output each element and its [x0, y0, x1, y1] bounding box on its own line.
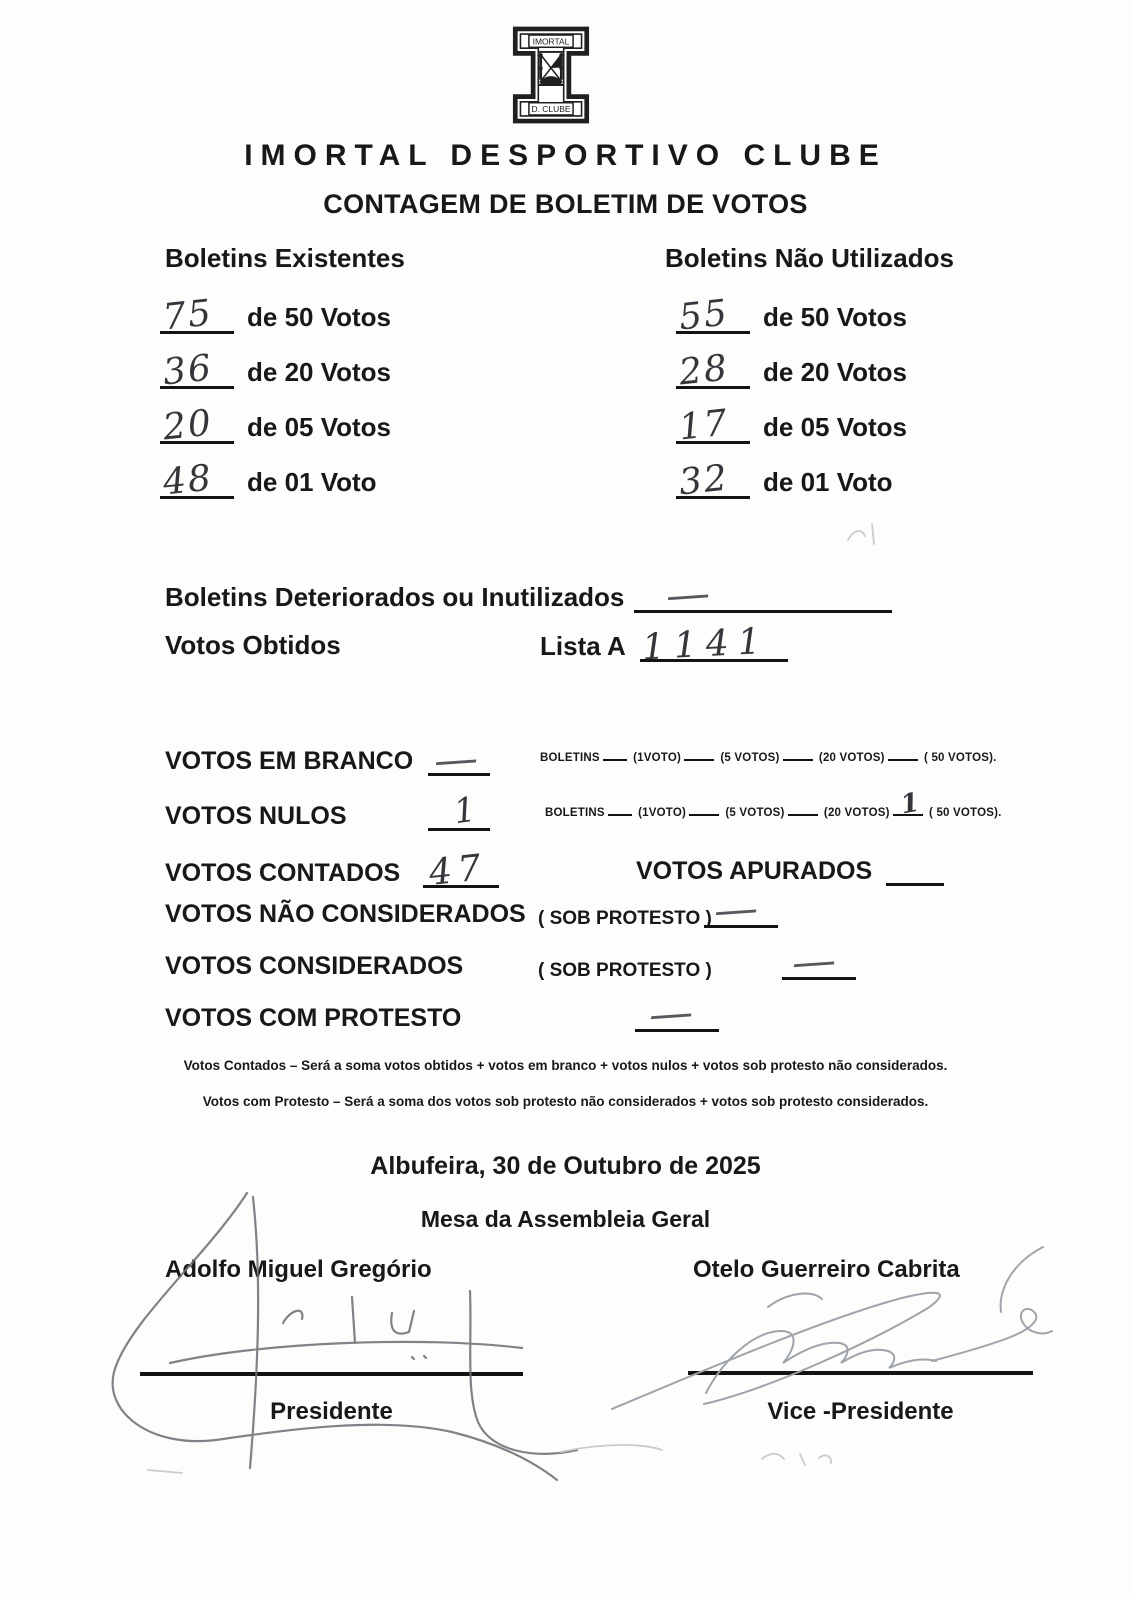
unused-ballots-header: Boletins Não Utilizados: [665, 243, 954, 273]
blank-votes-label: VOTOS EM BRANCO: [165, 747, 414, 775]
document-title: CONTAGEM DE BOLETIM DE VOTOS: [323, 189, 808, 219]
ballot-row-label: de 20 Votos: [763, 357, 908, 387]
boletins-breakdown-row: [545, 787, 1002, 821]
handwritten-count-field: [676, 453, 750, 504]
breakdown-field-label: (5 VOTOS): [720, 752, 780, 764]
ballot-row-label: de 01 Voto: [247, 467, 377, 497]
breakdown-field-label: (20 VOTOS): [818, 752, 885, 764]
list-a-label: Lista A: [540, 631, 626, 661]
protest-votes-field: [635, 986, 719, 1041]
null-votes-row: [165, 789, 490, 833]
blank-votes-row: [165, 732, 490, 787]
handwritten-counted-votes: 47: [427, 847, 489, 894]
cleared-votes-label: VOTOS APURADOS: [636, 857, 873, 885]
handwritten-dash: —: [790, 934, 839, 989]
handwritten-count: 36: [160, 347, 215, 394]
not-considered-paren: ( SOB PROTESTO ): [538, 908, 712, 929]
breakdown-prefix: BOLETINS: [540, 752, 600, 764]
handwritten-count-field: [160, 288, 234, 339]
handwritten-count-field: [160, 453, 234, 504]
handwritten-dash: —: [664, 567, 713, 622]
breakdown-field-label: (1VOTO): [638, 807, 686, 819]
list-a-field: [640, 620, 788, 669]
ballot-row: [676, 453, 893, 504]
ballot-row-label: de 50 Votos: [247, 302, 392, 332]
signer-name-right: Otelo Guerreiro Cabrita: [693, 1256, 960, 1283]
breakdown-blank: [684, 756, 714, 761]
breakdown-field-label: (20 VOTOS): [823, 807, 890, 819]
null-votes-label: VOTOS NULOS: [165, 802, 347, 830]
not-considered-field: [704, 882, 778, 937]
handwritten-count: 55: [676, 292, 731, 339]
handwritten-count: 28: [676, 347, 731, 394]
logo-bottom-label: D. CLUBE: [531, 104, 571, 115]
handwritten-count-field: [160, 398, 234, 449]
handwritten-count: 75: [160, 292, 215, 339]
handwritten-list-a-value: 1141: [640, 620, 771, 669]
signer-role-left: Presidente: [270, 1398, 393, 1425]
existing-ballots-header: Boletins Existentes: [165, 243, 405, 273]
ballot-row: [676, 398, 908, 449]
counted-votes-label: VOTOS CONTADOS: [165, 859, 401, 887]
counted-votes-field: [423, 847, 499, 894]
handwritten-count: 48: [160, 457, 215, 504]
footnote-counted-votes: Votos Contados – Será a soma votos obtidos + votos em branco + votos nulos + votos sob protesto não considerados.: [183, 1058, 948, 1073]
breakdown-blank: [888, 756, 918, 761]
breakdown-prefix: BOLETINS: [545, 807, 605, 819]
handwritten-count: 32: [676, 457, 731, 504]
ballot-row-label: de 50 Votos: [763, 302, 908, 332]
breakdown-blank: [689, 811, 719, 816]
ballot-row-label: de 05 Votos: [247, 412, 392, 442]
handwritten-count: 20: [160, 402, 215, 449]
signature-line-right: [688, 1371, 1033, 1375]
ballot-row-label: de 20 Votos: [247, 357, 392, 387]
breakdown-field-label: (1VOTO): [633, 752, 681, 764]
left-signature: [113, 1193, 577, 1480]
breakdown-blank: [608, 811, 632, 816]
breakdown-blank: [783, 756, 813, 761]
considered-paren: ( SOB PROTESTO ): [538, 960, 712, 981]
breakdown-field-label: (5 VOTOS): [725, 807, 785, 819]
ballot-row: [676, 288, 908, 339]
signer-role-right: Vice -Presidente: [767, 1398, 954, 1425]
handwritten-breakdown-value: 1: [898, 787, 922, 821]
breakdown-blank: [788, 811, 818, 816]
not-considered-label: VOTOS NÃO CONSIDERADOS: [165, 900, 526, 928]
ballot-row: [676, 343, 908, 394]
handwritten-dash: —: [647, 986, 695, 1041]
considered-label: VOTOS CONSIDERADOS: [165, 952, 464, 980]
counted-votes-row: [165, 847, 499, 894]
handwritten-dash: —: [432, 732, 480, 787]
breakdown-field-label: ( 50 VOTOS).: [924, 752, 997, 764]
boletins-breakdown-row: [540, 752, 997, 764]
ballot-row-label: de 01 Voto: [763, 467, 893, 497]
damaged-ballots-field: [634, 567, 892, 622]
handwritten-count-field: [160, 343, 234, 394]
damaged-ballots-row: [165, 567, 892, 622]
ballot-row-label: de 05 Votos: [763, 412, 908, 442]
faint-pencil-marks: [148, 524, 874, 1473]
signature-line-left: [140, 1372, 523, 1376]
null-votes-field: [428, 789, 490, 833]
considered-field: [782, 934, 856, 989]
place-and-date: Albufeira, 30 de Outubro de 2025: [370, 1152, 761, 1180]
handwritten-null-votes: 1: [451, 789, 479, 833]
breakdown-blank: [603, 756, 627, 761]
footnote-protest-votes: Votos com Protesto – Será a soma dos votos sob protesto não considerados + votos sob protesto considerados.: [202, 1094, 929, 1109]
club-logo: [504, 26, 598, 124]
handwritten-count-field: [676, 288, 750, 339]
blank-votes-field: [428, 732, 490, 787]
cleared-votes-field: [886, 848, 944, 886]
signer-name-left: Adolfo Miguel Gregório: [165, 1256, 432, 1283]
handwritten-count: 17: [676, 402, 731, 449]
handwritten-dash: —: [712, 882, 760, 937]
ballot-row: [160, 398, 392, 449]
ballot-row: [160, 288, 392, 339]
cleared-votes-row: [636, 848, 944, 886]
ballot-row: [160, 343, 392, 394]
club-name: IMORTAL DESPORTIVO CLUBE: [244, 139, 887, 172]
ballot-row: [160, 453, 377, 504]
logo-top-label: IMORTAL: [532, 36, 570, 47]
protest-votes-label: VOTOS COM PROTESTO: [165, 1004, 462, 1032]
breakdown-field-label: ( 50 VOTOS).: [929, 807, 1002, 819]
breakdown-blank: [893, 787, 923, 821]
assembly-board-title: Mesa da Assembleia Geral: [420, 1206, 711, 1232]
damaged-ballots-label: Boletins Deteriorados ou Inutilizados: [165, 582, 625, 612]
votes-obtained-label: Votos Obtidos: [165, 630, 341, 660]
handwritten-count-field: [676, 398, 750, 449]
handwritten-count-field: [676, 343, 750, 394]
list-a-row: [540, 620, 788, 669]
